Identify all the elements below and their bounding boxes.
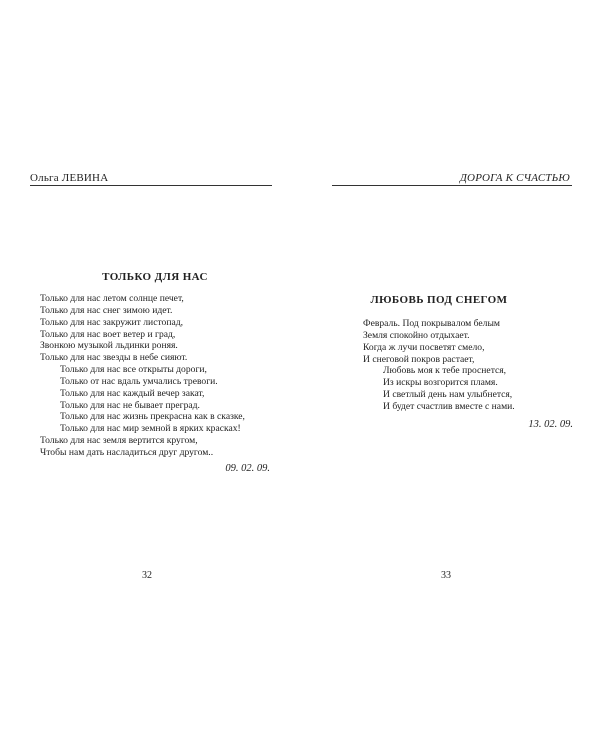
poem-line: Когда ж лучи посветят смело, [363, 341, 485, 353]
poem-line: Только для нас звезды в небе сияют. [40, 352, 188, 364]
poem-body [40, 293, 290, 459]
poem-line: И будет счастлив вместе с нами. [383, 400, 515, 412]
poem-line: Только для нас жизнь прекрасна как в сказке, [60, 411, 245, 423]
poem-line: Только для нас все открыты дороги, [60, 364, 207, 376]
poem-body [363, 318, 593, 413]
poem-title: ТОЛЬКО ДЛЯ НАС [102, 271, 208, 283]
poem-line: Только для нас земля вертится кругом, [40, 435, 198, 447]
poem-line: И светлый день нам улыбнется, [383, 389, 513, 401]
poem-line: Звонкою музыкой льдинки роняя. [40, 340, 178, 352]
running-head-author: Ольга ЛЕВИНА [30, 172, 109, 184]
header-rule [332, 185, 572, 186]
page-number: 32 [142, 570, 152, 581]
poem-line: Чтобы нам дать насладиться друг другом.. [40, 446, 214, 458]
header-rule [30, 185, 272, 186]
right-page [300, 0, 600, 750]
poem-line: Из искры возгорится пламя. [383, 377, 498, 389]
poem-line: Земля спокойно отдыхает. [363, 329, 470, 341]
poem-line: И снеговой покров растает, [363, 353, 475, 365]
poem-line: Только для нас мир земной в ярких красках! [60, 423, 241, 435]
poem-line: Только для нас закружит листопад, [40, 316, 183, 328]
poem-line: Только для нас снег зимою идет. [40, 304, 173, 316]
poem-line: Только для нас летом солнце печет, [40, 293, 184, 304]
poem-line: Только для нас воет ветер и град, [40, 328, 176, 340]
poem-line: Только для нас не бывает преград. [60, 399, 200, 411]
page-number: 33 [441, 570, 451, 581]
poem-title: ЛЮБОВЬ ПОД СНЕГОМ [370, 294, 508, 306]
poem-line: Только от нас вдаль умчались тревоги. [60, 375, 218, 387]
running-head-book-title: ДОРОГА К СЧАСТЬЮ [459, 172, 570, 184]
poem-date: 13. 02. 09. [528, 419, 573, 430]
poem-line: Только для нас каждый вечер закат, [60, 387, 205, 399]
poem-date: 09. 02. 09. [225, 463, 270, 474]
poem-line: Любовь моя к тебе проснется, [383, 365, 507, 377]
poem-line: Февраль. Под покрывалом белым [363, 318, 500, 329]
